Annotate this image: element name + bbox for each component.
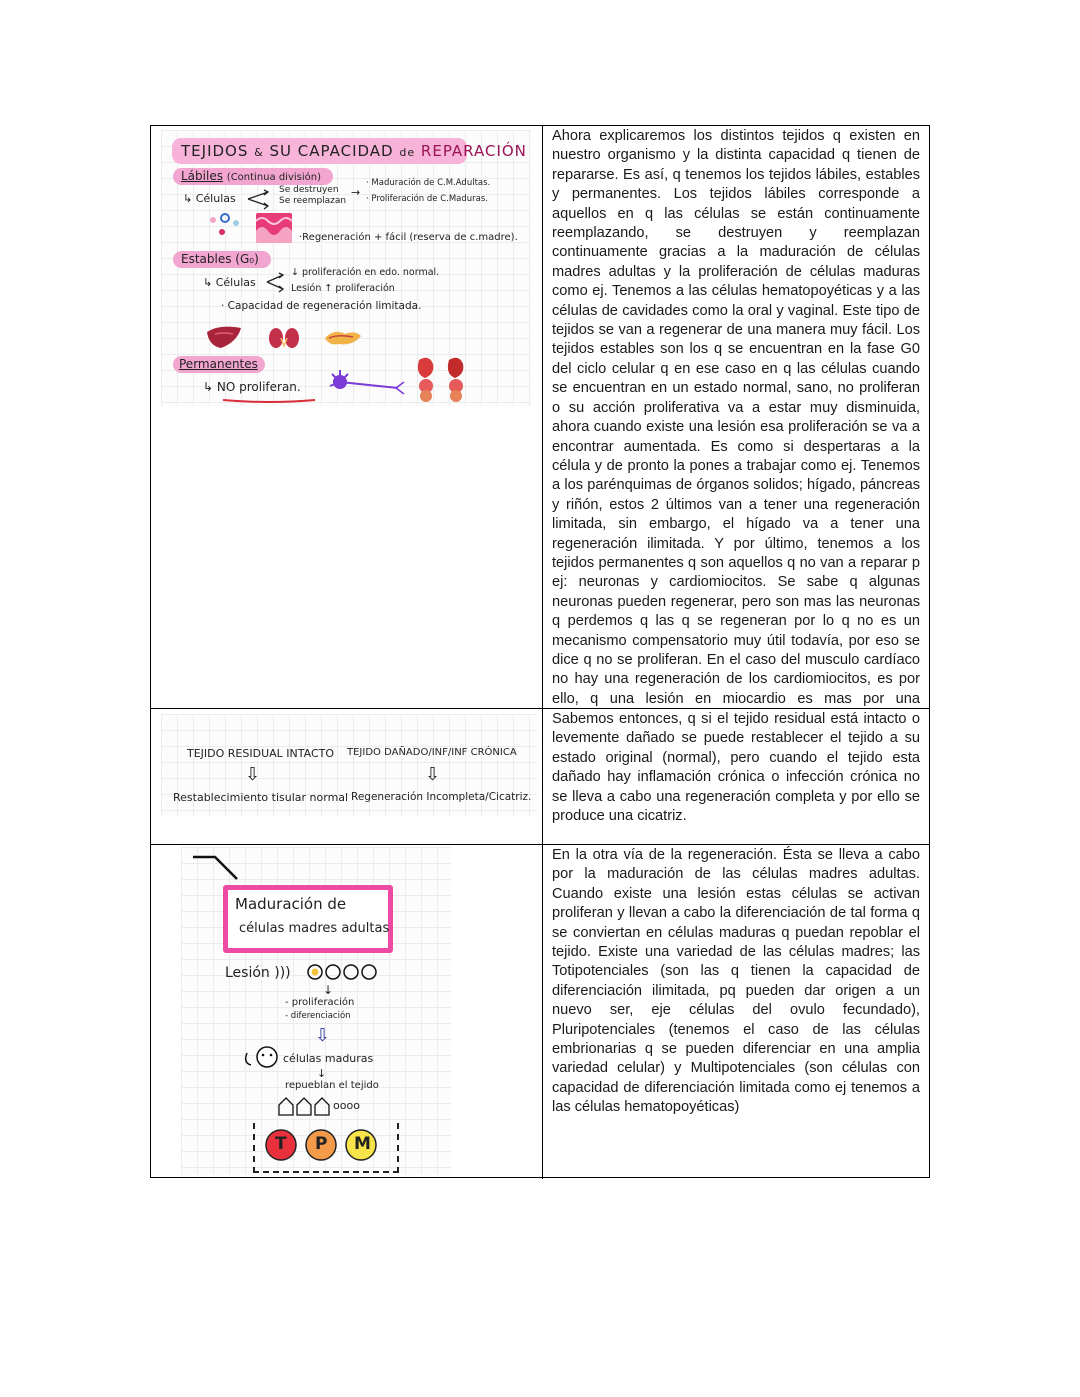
houses-icon	[277, 1095, 331, 1117]
maduracion-label: · Maduración de C.M.Adultas.	[366, 178, 491, 188]
down-arrow-icon: ⇩	[245, 764, 261, 785]
totipotent-letter: T	[275, 1134, 287, 1154]
differentiation-label: - diferenciación	[285, 1011, 351, 1021]
down-arrow-icon: ⇩	[425, 764, 441, 785]
image-cell	[151, 126, 543, 708]
down-arrow-icon: ↓	[323, 983, 334, 997]
destruyen-label: Se destruyen	[279, 185, 339, 195]
paragraph-residual-tissue: Sabemos entonces, q si el tejido residual está intacto o levemente dañado se puede restablecer el tejido a su estado original (normal), pero cuando el tejido esta dañado hay inflamación crónica o infección crónica no se lleva a cabo una regeneración completa y por ello se produce una cicatriz.	[552, 711, 920, 825]
intact-tissue-result: Restablecimiento tisular normal	[173, 791, 349, 804]
stem-cell-notes-image	[181, 847, 451, 1175]
multipotent-letter: M	[354, 1134, 371, 1154]
mature-cell-icon	[241, 1043, 281, 1071]
estables-heading: Estables (G₀)	[181, 252, 259, 266]
down-arrow-icon: ⇩	[315, 1025, 331, 1046]
text-cell	[543, 126, 929, 708]
estables-capacity-label: · Capacidad de regeneración limitada.	[221, 300, 422, 312]
title-part-a: TEJIDOS	[181, 142, 249, 160]
labiles-heading: Lábiles	[181, 169, 223, 183]
mature-cells-label: células maduras	[283, 1052, 374, 1065]
damaged-tissue-result: Regeneración Incompleta/Cicatriz.	[351, 791, 532, 803]
pluripotent-letter: P	[315, 1134, 328, 1154]
split-arrows-icon	[246, 188, 272, 210]
paragraph-tissue-types: Ahora explicaremos los distintos tejidos q existen en nuestro organismo y la distinta capacidad q tienen de repararse. Es así, q tenemos los tejidos lábiles, estables y permanentes. Los tejidos lábiles corresponde a aquellos en q las células se están continuamente reemplazando, se destruyen y reemplazan continuamente gracias a la maduración de células madres adultas y la proliferación de células maduras como ej. Tenemos a las células hematopoyéticas y a las células de cavidades como la oral y vaginal. Este tipo de tejidos se van a regenerar de una manera muy fácil. Los tejidos estables son los q se encuentran en la fase G0 del ciclo celular q en ese caso en q las células cuando se encuentran en un estado normal, sano, no proliferan o su acción proliferativa va a estar muy disminuida, ahora cuando existe una lesión esa proliferación se va a encontrar aumentada. Es como si despertaras a la célula y de pronto la pones a trabajar como ej. Tenemos a los parénquimas de órganos solidos; hígado, páncreas y riñón, estos 2 últimos van a tener una regeneración limitada, sin embargo, el hígado va a tener una regeneración ilimitada. Y por último, tenemos a los tejidos permanentes q son aquellos q no van a reparar p ej: neuronas y cardiomiocitos. Se sabe q algunas neuronas pueden regenerar, pero son mas las neuronas q perdemos q las q se regeneran por lo q no es un mecanismo compensatorio muy útil todavía, por eso se dice q no se proliferan. En el caso del musculo cardíaco no hay una regeneración de los cardiomiocitos, es por ello, q una lesión en miocardio es mas por una	[552, 128, 920, 707]
title-de: de	[399, 146, 416, 159]
split-arrows-icon	[265, 271, 287, 293]
maturation-box-line2: células madres adultas	[239, 921, 390, 936]
paragraph-stem-cells: En la otra vía de la regeneración. Ésta se lleva a cabo por la maduración de las células madres adultas. Cuando existe una lesión estas células se activan proliferan y llevan a cabo la diferenciación de tal forma q se conviertan en células maduras q puedan repoblar el tejido. Existe una variedad de las células madres; las Totipotenciales (son las q tienen la capacidad de diferenciación ilimitada, pq pueden dar origen a un nuevo ser, eje células del ovulo fecundado), Pluripotenciales (tenemos el caso de las células embrionarias q se pueden diferenciar en una amplia variedad celular) y Multipotenciales (son células con capacidad de diferenciación limitada como ej tenemos a las células hematopoyéticas)	[552, 847, 920, 1116]
image-cell	[151, 845, 543, 1179]
table-row	[151, 845, 929, 1179]
image-cell	[151, 709, 543, 844]
maturation-box-line1: Maduración de	[235, 895, 347, 913]
cardiomyocyte-icon	[411, 354, 481, 402]
regeneracion-label: ·Regeneración + fácil (reserva de c.madre).	[299, 232, 518, 243]
proliferation-label: - proliferación	[285, 997, 355, 1008]
intact-tissue-heading: TEJIDO RESIDUAL INTACTO	[187, 747, 335, 760]
neuron-icon	[326, 366, 406, 400]
permanentes-heading: Permanentes	[179, 357, 258, 371]
labiles-cells: ↳ Células	[183, 192, 236, 205]
text-cell	[543, 845, 929, 1179]
table-row	[151, 709, 929, 845]
table-row	[151, 126, 929, 709]
estables-normal-label: ↓ proliferación en edo. normal.	[291, 267, 440, 278]
tissue-repair-notes-image	[161, 130, 531, 406]
red-underline	[221, 396, 317, 404]
damaged-tissue-heading: TEJIDO DAÑADO/INF/INF CRÓNICA	[347, 747, 517, 758]
kidneys-icon	[267, 326, 301, 350]
title-ampersand: &	[254, 146, 264, 159]
residual-tissue-notes-image	[161, 714, 537, 816]
blood-cells-icon	[205, 212, 245, 242]
title-part-b: SU CAPACIDAD	[269, 142, 394, 160]
no-proliferan-label: ↳ NO proliferan.	[203, 380, 301, 394]
estables-lesion-label: Lesión ↑ proliferación	[291, 283, 395, 294]
estables-cells: ↳ Células	[203, 276, 256, 289]
arrow-icon: →	[351, 186, 361, 199]
labiles-subtitle: (Continua división)	[226, 172, 321, 183]
corner-stroke	[191, 853, 241, 883]
title-part-c: REPARACIÓN	[420, 142, 527, 160]
liver-icon	[205, 324, 243, 350]
stem-cells-icon	[301, 959, 391, 983]
pancreas-icon	[323, 328, 363, 348]
repopulate-label: repueblan el tejido	[285, 1080, 379, 1091]
reemplazan-label: Se reemplazan	[279, 196, 347, 206]
text-cell	[543, 709, 929, 844]
epithelium-tissue-icon	[256, 213, 292, 243]
proliferacion-label: · Proliferación de C.Maduras.	[366, 194, 488, 204]
cell-dots-label: oooo	[333, 1099, 360, 1112]
content-table	[150, 125, 930, 1178]
down-arrow-icon: ↓	[317, 1067, 327, 1080]
lesion-label: Lesión )))	[225, 965, 291, 981]
